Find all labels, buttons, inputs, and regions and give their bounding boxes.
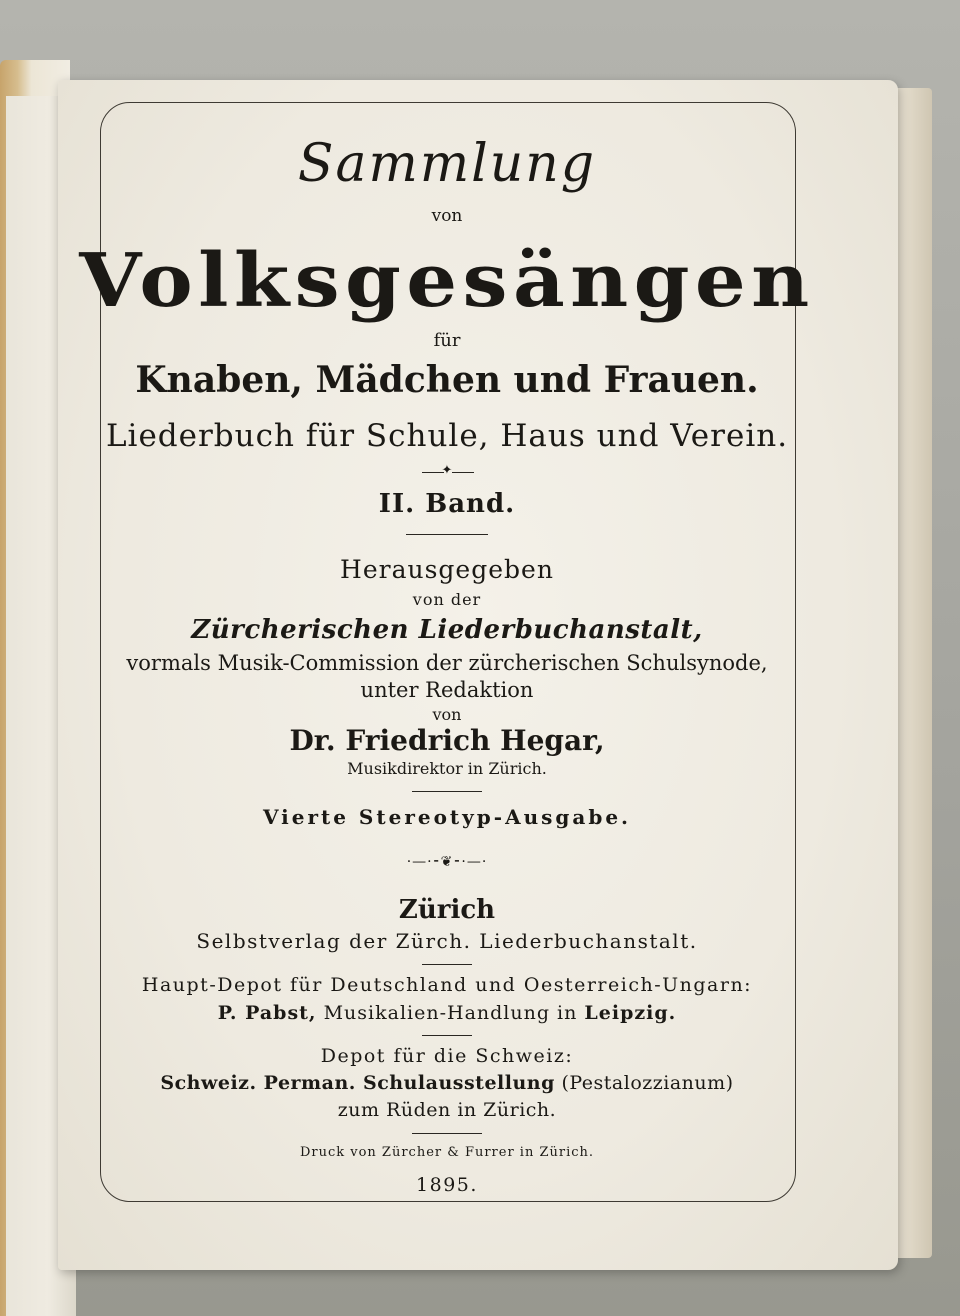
volume-label: II. Band.	[378, 489, 516, 519]
main-title: Volksgesängen	[79, 238, 815, 324]
fuer-label: für	[433, 330, 461, 351]
depot-firm-rest: Musikalien-Handlung in	[323, 1002, 578, 1024]
divider-depot	[422, 964, 472, 965]
divider-volume	[406, 534, 488, 535]
publisher-formerly: vormals Musik-Commission der zürcherischen Schulsynode,	[126, 651, 768, 675]
publisher-name: Zürcherischen Liederbuchanstalt,	[191, 615, 703, 645]
small-ornament: ✦	[441, 463, 453, 478]
place-label: Zürich	[398, 895, 496, 925]
printer-line: Druck von Zürcher & Furrer in Zürich.	[299, 1145, 595, 1160]
divider-left	[422, 472, 444, 473]
publisher-intro: Herausgegeben	[340, 555, 554, 584]
edition-label: Vierte Stereotyp-Ausgabe.	[262, 805, 632, 829]
publisher-von-der: von der	[412, 590, 482, 609]
depot-firm-city: Leipzig.	[584, 1002, 677, 1024]
divider-printer	[412, 1133, 482, 1134]
heading-von: von	[431, 206, 463, 226]
swiss-depot-line: Depot für die Schweiz:	[320, 1045, 574, 1067]
title-page-content	[79, 102, 815, 1200]
flourish-ornament: ·—·⁃❦⁃·—·	[406, 854, 488, 870]
audience-line: Knaben, Mädchen und Frauen.	[135, 359, 759, 401]
swiss-depot-location: zum Rüden in Zürich.	[337, 1099, 557, 1121]
editor-name: Dr. Friedrich Hegar,	[289, 724, 605, 757]
divider-edition	[412, 791, 482, 792]
subtitle-line: Liederbuch für Schule, Haus und Verein.	[105, 418, 789, 454]
self-publisher-line: Selbstverlag der Zürch. Liederbuchanstalt.	[196, 929, 698, 953]
swiss-depot-name-line	[100, 1072, 794, 1094]
heading: Sammlung	[297, 134, 597, 194]
swiss-depot-paren: (Pestalozzianum)	[561, 1072, 734, 1094]
year-label: 1895.	[416, 1174, 478, 1196]
depot-firm-line	[100, 1002, 794, 1024]
main-depot-line: Haupt-Depot für Deutschland und Oesterreich-Ungarn:	[141, 974, 753, 996]
under-editing: unter Redaktion	[360, 678, 534, 702]
swiss-depot-name: Schweiz. Perman. Schulausstellung	[160, 1072, 555, 1094]
editor-title: Musikdirektor in Zürich.	[347, 759, 547, 778]
divider-right	[452, 472, 474, 473]
divider-swiss	[422, 1035, 472, 1036]
editor-von: von	[432, 705, 462, 724]
depot-firm-name: P. Pabst,	[217, 1002, 317, 1024]
